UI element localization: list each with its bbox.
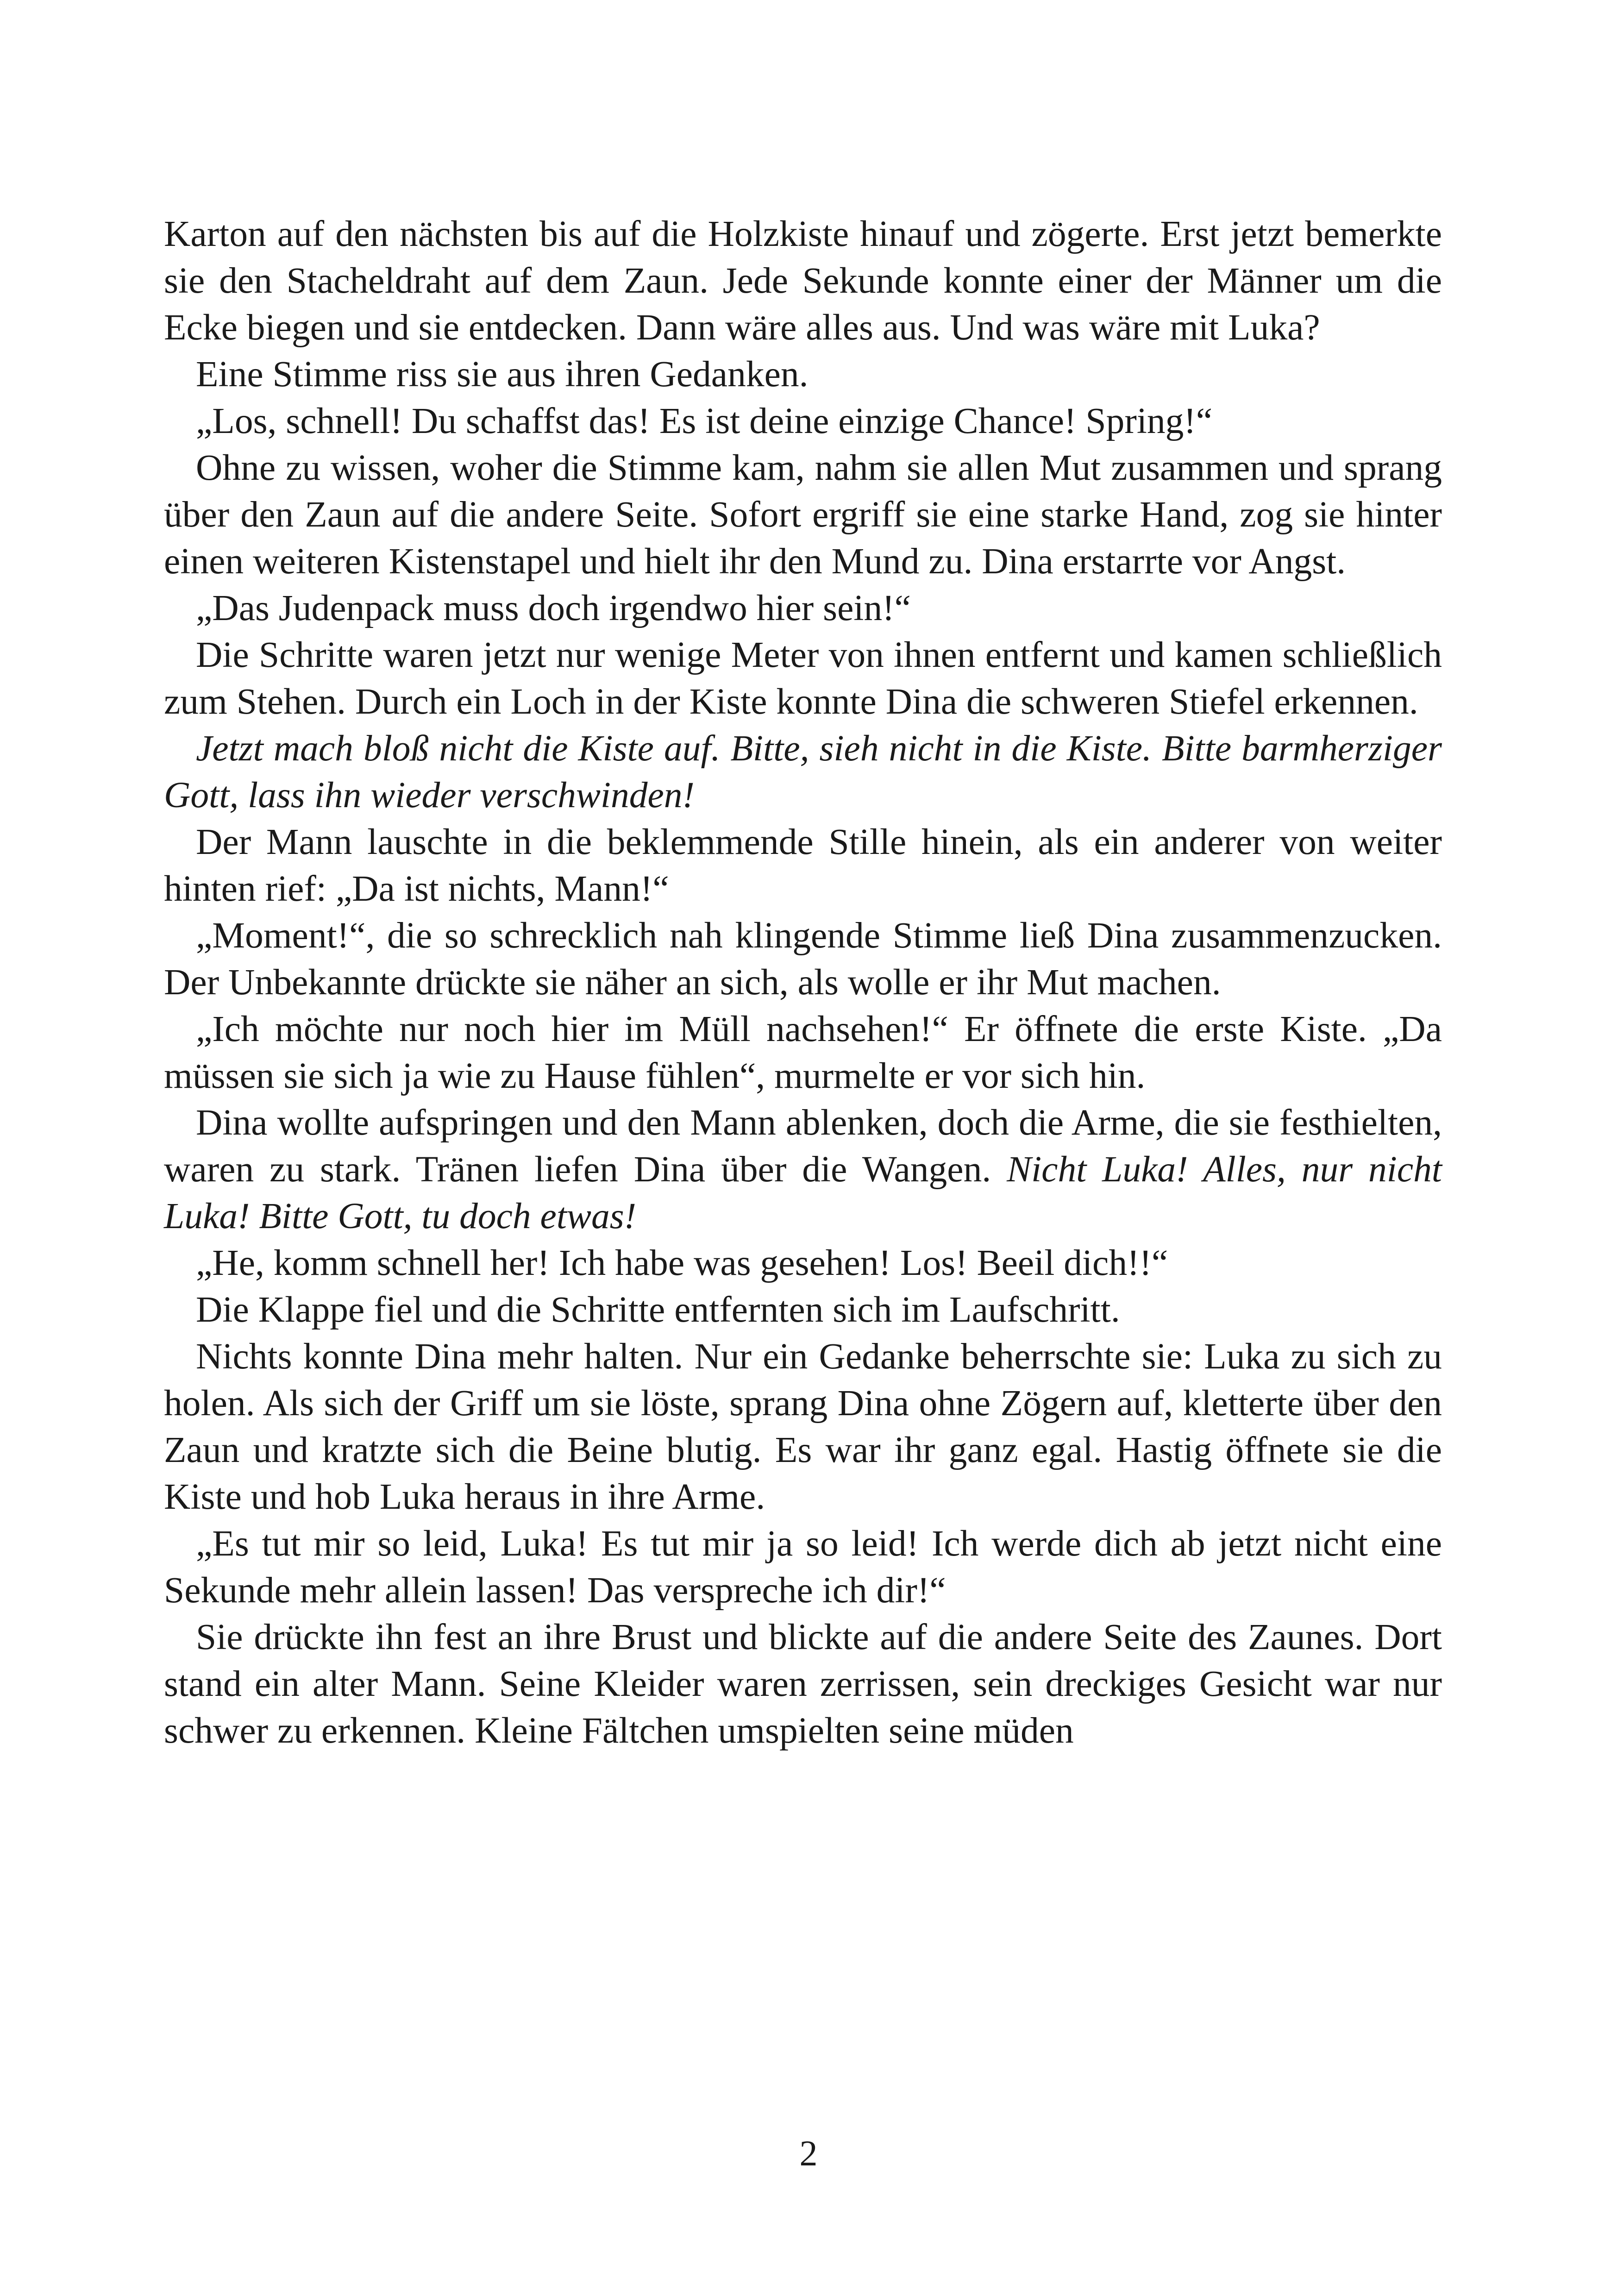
text-run: „He, komm schnell her! Ich habe was gesehen! Los! Beeil dich!!“ xyxy=(196,1242,1168,1283)
text-run: Karton auf den nächsten bis auf die Holzkiste hinauf und zögerte. Erst jetzt bemerkte sie den Stacheldraht auf dem Zaun. Jede Sekunde konnte einer der Männer um die Ecke biegen und sie entdecken. Dann wäre alles aus. Und was wäre mit Luka? xyxy=(164,213,1442,348)
text-run: Die Schritte waren jetzt nur wenige Meter von ihnen entfernt und kamen schließlich zum Stehen. Durch ein Loch in der Kiste konnte Dina die schweren Stiefel erkennen. xyxy=(164,634,1442,722)
text-run: „Das Judenpack muss doch irgendwo hier sein!“ xyxy=(196,588,911,628)
text-run: Die Klappe fiel und die Schritte entfernten sich im Laufschritt. xyxy=(196,1289,1120,1330)
text-run: Dina wollte aufspringen und den Mann ablenken, doch die Arme, die sie festhielten, waren zu stark. Tränen liefen Dina über die Wangen. xyxy=(164,1102,1442,1190)
paragraph xyxy=(164,211,1442,351)
text-run: Eine Stimme riss sie aus ihren Gedanken. xyxy=(196,354,808,395)
paragraph xyxy=(164,398,1442,445)
body-text xyxy=(164,211,1442,1754)
text-run: „Moment!“, die so schrecklich nah klingende Stimme ließ Dina zusammenzucken. Der Unbekannte drückte sie näher an sich, als wolle er ihr Mut machen. xyxy=(164,915,1442,1003)
page-number: 2 xyxy=(799,2133,818,2173)
paragraph xyxy=(164,585,1442,632)
italic-text: Jetzt mach bloß nicht die Kiste auf. Bitte, sieh nicht in die Kiste. Bitte barmherziger Gott, lass ihn wieder verschwinden! xyxy=(164,728,1442,816)
paragraph xyxy=(164,445,1442,585)
text-run: „Los, schnell! Du schaffst das! Es ist deine einzige Chance! Spring!“ xyxy=(196,401,1213,441)
text-run: Sie drückte ihn fest an ihre Brust und blickte auf die andere Seite des Zaunes. Dort stand ein alter Mann. Seine Kleider waren zerrissen, sein dreckiges Gesicht war nur schwer zu erkennen. Kleine Fältchen umspielten seine müden xyxy=(164,1617,1442,1751)
paragraph xyxy=(164,819,1442,912)
paragraph xyxy=(164,1099,1442,1240)
text-run: Nichts konnte Dina mehr halten. Nur ein Gedanke beherrschte sie: Luka zu sich zu holen. Als sich der Griff um sie löste, sprang Dina ohne Zögern auf, kletterte über den Zaun und kratzte sich die Beine blutig. Es war ihr ganz egal. Hastig öffnete sie die Kiste und hob Luka heraus in ihre Arme. xyxy=(164,1336,1442,1517)
paragraph xyxy=(164,1520,1442,1614)
paragraph xyxy=(164,1286,1442,1333)
paragraph xyxy=(164,1006,1442,1099)
paragraph xyxy=(164,912,1442,1006)
text-run: „Es tut mir so leid, Luka! Es tut mir ja so leid! Ich werde dich ab jetzt nicht eine Sekunde mehr allein lassen! Das verspreche ich dir!“ xyxy=(164,1523,1442,1611)
text-run: Der Mann lauschte in die beklemmende Stille hinein, als ein anderer von weiter hinten rief: „Da ist nichts, Mann!“ xyxy=(164,822,1442,909)
paragraph xyxy=(164,351,1442,398)
paragraph xyxy=(164,632,1442,725)
paragraph xyxy=(164,725,1442,819)
paragraph xyxy=(164,1614,1442,1754)
text-run: „Ich möchte nur noch hier im Müll nachsehen!“ Er öffnete die erste Kiste. „Da müssen sie sich ja wie zu Hause fühlen“, murmelte er vor sich hin. xyxy=(164,1009,1442,1096)
paragraph xyxy=(164,1240,1442,1286)
paragraph xyxy=(164,1333,1442,1520)
text-run: Ohne zu wissen, woher die Stimme kam, nahm sie allen Mut zusammen und sprang über den Zaun auf die andere Seite. Sofort ergriff sie eine starke Hand, zog sie hinter einen weiteren Kistenstapel und hielt ihr den Mund zu. Dina erstarrte vor Angst. xyxy=(164,447,1442,582)
italic-text: Nicht Luka! Alles, nur nicht Luka! Bitte Gott, tu doch etwas! xyxy=(164,1149,1442,1236)
